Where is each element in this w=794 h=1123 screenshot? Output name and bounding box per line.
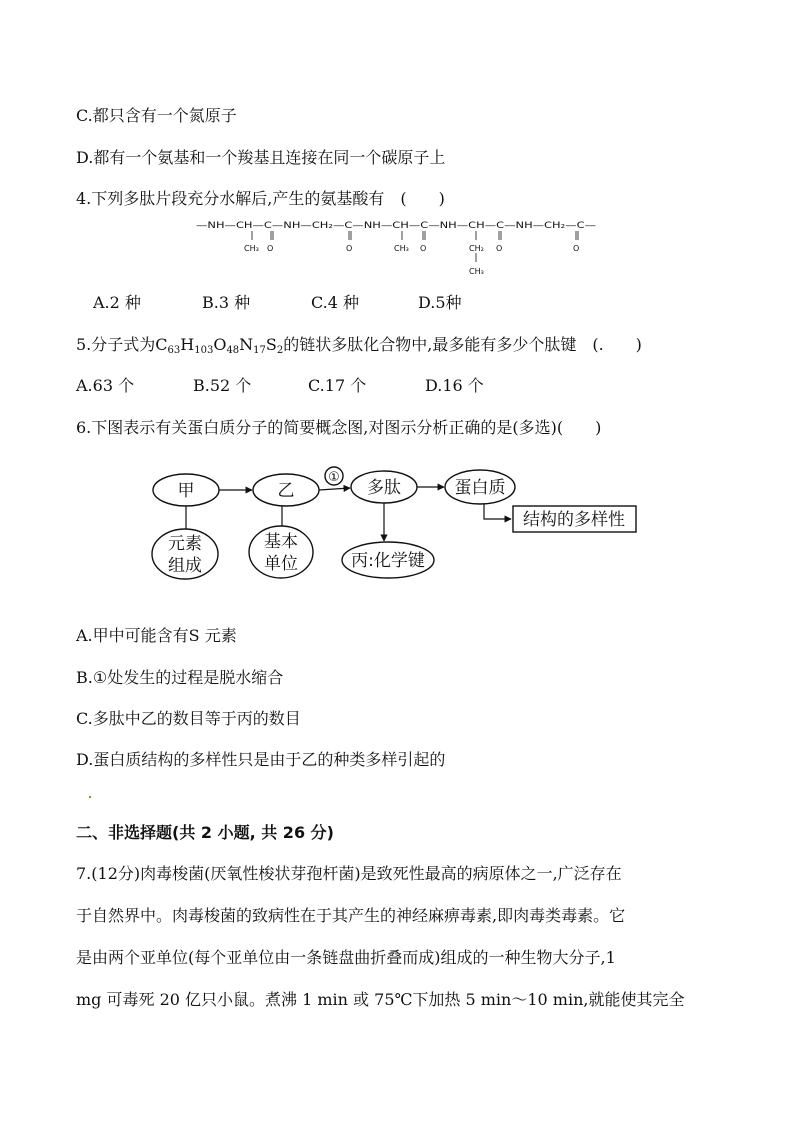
q5-option-b: B.52 个 bbox=[193, 376, 252, 395]
formula-element: S bbox=[265, 335, 277, 354]
q5-stem-suffix: 的链状多肽化合物中,最多能有多少个肽键 (. ) bbox=[283, 335, 642, 354]
elements-label-line2: 组成 bbox=[168, 556, 202, 576]
q4-option-b: B.3 种 bbox=[202, 293, 251, 312]
side-chain-ch3-1: CH₃ bbox=[244, 244, 259, 253]
side-chain-ch3-3: CH₃ bbox=[469, 267, 484, 276]
q7-line-1: 7.(12分)肉毒梭菌(厌氧性梭状芽孢杆菌)是致死性最高的病原体之一,广泛存在 bbox=[76, 864, 622, 883]
diversity-label: 结构的多样性 bbox=[523, 510, 625, 530]
q7-line-4: mg 可毒死 20 亿只小鼠。煮沸 1 min 或 75℃下加热 5 min～10 min,就能使其完全 bbox=[76, 990, 685, 1009]
protein-concept-diagram bbox=[148, 462, 648, 587]
unit-label-line1: 基本 bbox=[264, 532, 298, 552]
elements-label-line1: 元素 bbox=[168, 534, 202, 554]
q5-options bbox=[76, 376, 484, 396]
q3-option-c: C.都只含有一个氮原子 bbox=[76, 106, 237, 125]
q5-stem bbox=[76, 335, 642, 355]
section-heading: 二、非选择题(共 2 小题, 共 26 分) bbox=[76, 823, 334, 842]
formula-count: 48 bbox=[226, 345, 240, 356]
arrow-danbaizhi-diversity bbox=[484, 504, 511, 519]
step-label: ① bbox=[328, 470, 340, 485]
q5-option-d: D.16 个 bbox=[425, 376, 484, 395]
q4-stem: 4.下列多肽片段充分水解后,产生的氨基酸有 ( ) bbox=[76, 189, 445, 208]
duotai-label: 多肽 bbox=[367, 478, 401, 498]
q4-option-a: A.2 种 bbox=[93, 293, 141, 312]
formula-element: N bbox=[239, 335, 254, 354]
q6-option-a: A.甲中可能含有S 元素 bbox=[76, 626, 237, 645]
formula-element: H bbox=[180, 335, 195, 354]
q3-option-d: D.都有一个氨基和一个羧基且连接在同一个碳原子上 bbox=[76, 148, 446, 167]
formula-count: 2 bbox=[276, 345, 284, 356]
formula-count: 17 bbox=[253, 345, 266, 356]
side-chain-ch2: CH₂ bbox=[469, 244, 484, 253]
unit-label-line2: 单位 bbox=[264, 554, 298, 574]
q7-line-2: 于自然界中。肉毒梭菌的致病性在于其产生的神经麻痹毒素,即肉毒类毒素。它 bbox=[76, 906, 626, 925]
q6-option-b: B.①处发生的过程是脱水缩合 bbox=[76, 668, 284, 687]
formula-element: O bbox=[213, 335, 227, 354]
q5-option-c: C.17 个 bbox=[308, 376, 367, 395]
formula-count: 63 bbox=[167, 345, 181, 356]
q5-molecular-formula bbox=[155, 335, 283, 354]
formula-count: 103 bbox=[194, 345, 214, 356]
q6-option-c: C.多肽中乙的数目等于丙的数目 bbox=[76, 709, 301, 728]
arrow-yi-duotai bbox=[319, 488, 350, 490]
q4-options bbox=[93, 293, 462, 313]
carbonyl-o-4: O bbox=[496, 244, 503, 253]
q5-stem-prefix: 5.分子式为 bbox=[76, 335, 156, 354]
q5-option-a: A.63 个 bbox=[76, 376, 135, 395]
carbonyl-o-5: O bbox=[573, 244, 580, 253]
q4-option-c: C.4 种 bbox=[311, 293, 360, 312]
q6-option-d: D.蛋白质结构的多样性只是由于乙的种类多样引起的 bbox=[76, 750, 446, 769]
carbonyl-o-1: O bbox=[267, 244, 274, 253]
danbaizhi-label: 蛋白质 bbox=[454, 478, 506, 498]
jia-label: 甲 bbox=[177, 481, 195, 501]
carbonyl-o-3: O bbox=[420, 244, 427, 253]
carbonyl-o-2: O bbox=[346, 244, 353, 253]
formula-element: C bbox=[155, 335, 168, 354]
formula-backbone: —NH—CH—C—NH—CH₂—C—NH—CH—C—NH—CH—C—NH—CH₂—C— bbox=[196, 221, 596, 231]
bing-label: 丙:化学键 bbox=[351, 551, 425, 571]
stray-dot bbox=[89, 796, 91, 798]
yi-label: 乙 bbox=[277, 481, 295, 501]
polypeptide-structural-formula bbox=[196, 214, 606, 284]
side-chain-ch3-2: CH₃ bbox=[394, 244, 409, 253]
q4-option-d: D.5种 bbox=[418, 293, 462, 312]
q7-line-3: 是由两个亚单位(每个亚单位由一条链盘曲折叠而成)组成的一种生物大分子,1 bbox=[76, 948, 616, 967]
q6-stem: 6.下图表示有关蛋白质分子的简要概念图,对图示分析正确的是(多选)( ) bbox=[76, 418, 602, 437]
